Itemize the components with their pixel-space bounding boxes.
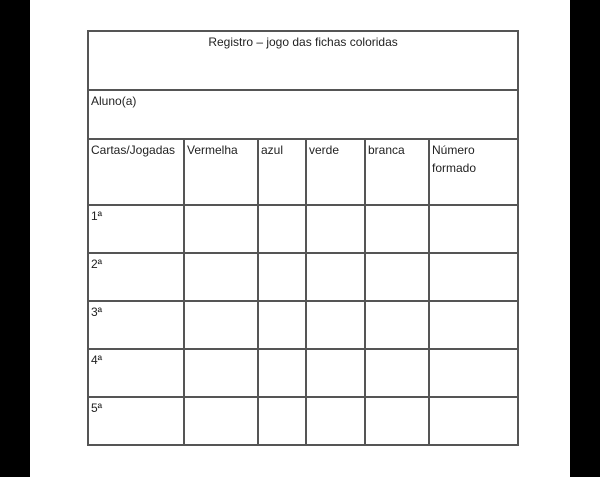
column-header-row [88,139,518,205]
student-name-field[interactable]: Aluno(a) [88,90,518,139]
table-cell[interactable] [306,205,365,253]
column-header: Cartas/Jogadas [88,139,184,205]
table-cell[interactable] [258,349,306,397]
row-label: 1ª [88,205,184,253]
table-cell[interactable] [306,301,365,349]
table-cell[interactable] [429,205,518,253]
table-cell[interactable] [184,349,258,397]
table-cell[interactable] [365,301,429,349]
table-cell[interactable] [365,397,429,445]
table-cell[interactable] [184,205,258,253]
table-title: Registro – jogo das fichas coloridas [88,31,518,90]
page [30,0,570,477]
table-cell[interactable] [429,349,518,397]
table-cell[interactable] [306,253,365,301]
row-label: 2ª [88,253,184,301]
table-row [88,301,518,349]
title-row [88,31,518,90]
table-row [88,253,518,301]
table-cell[interactable] [258,205,306,253]
table-cell[interactable] [429,253,518,301]
row-label: 5ª [88,397,184,445]
table-cell[interactable] [306,349,365,397]
table-cell[interactable] [429,301,518,349]
table-row [88,349,518,397]
column-header: Número formado [429,139,518,205]
table-cell[interactable] [184,253,258,301]
column-header: azul [258,139,306,205]
registro-table [87,30,519,446]
table-cell[interactable] [184,397,258,445]
table-cell[interactable] [365,253,429,301]
table-cell[interactable] [258,301,306,349]
table-cell[interactable] [184,301,258,349]
table-cell[interactable] [258,397,306,445]
table-row [88,397,518,445]
page-notch [292,0,308,6]
column-header: branca [365,139,429,205]
table-cell[interactable] [258,253,306,301]
column-header: Vermelha [184,139,258,205]
table-cell[interactable] [365,349,429,397]
student-row [88,90,518,139]
table-row [88,205,518,253]
table-cell[interactable] [429,397,518,445]
row-label: 4ª [88,349,184,397]
row-label: 3ª [88,301,184,349]
column-header: verde [306,139,365,205]
table-cell[interactable] [365,205,429,253]
table-cell[interactable] [306,397,365,445]
